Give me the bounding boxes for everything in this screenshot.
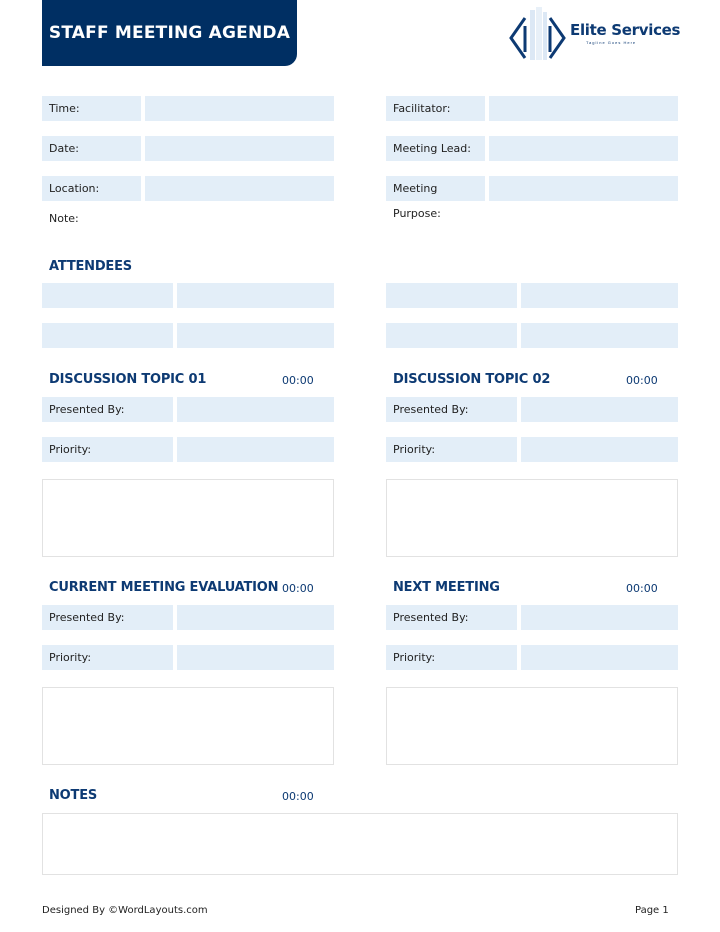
attendee-cell[interactable] bbox=[177, 283, 334, 308]
priority-input[interactable] bbox=[177, 437, 334, 462]
attendee-cell[interactable] bbox=[42, 283, 173, 308]
presented-by-label: Presented By: bbox=[386, 605, 517, 630]
priority-label: Priority: bbox=[386, 437, 517, 462]
attendee-cell[interactable] bbox=[177, 323, 334, 348]
time-input[interactable] bbox=[145, 96, 334, 121]
attendees-heading: ATTENDEES bbox=[49, 259, 132, 274]
attendee-cell[interactable] bbox=[521, 283, 678, 308]
current-meeting-evaluation-notes[interactable] bbox=[42, 687, 334, 765]
notes-textbox[interactable] bbox=[42, 813, 678, 875]
logo-tagline: Tagline Goes Here bbox=[586, 40, 637, 45]
page-title: STAFF MEETING AGENDA bbox=[48, 23, 291, 43]
diamond-building-logo-icon bbox=[508, 6, 568, 62]
meeting-purpose-label: Meeting Purpose: bbox=[386, 176, 485, 201]
logo-company-name: Elite Services bbox=[570, 21, 681, 39]
presented-by-label: Presented By: bbox=[386, 397, 517, 422]
date-label: Date: bbox=[42, 136, 141, 161]
presented-by-input[interactable] bbox=[177, 605, 334, 630]
meeting-purpose-input[interactable] bbox=[489, 176, 678, 201]
current-meeting-evaluation-heading: CURRENT MEETING EVALUATION bbox=[49, 580, 279, 595]
presented-by-input[interactable] bbox=[177, 397, 334, 422]
footer-credit: Designed By ©WordLayouts.com bbox=[42, 905, 208, 916]
notes-time: 00:00 bbox=[282, 790, 314, 803]
attendee-cell[interactable] bbox=[386, 283, 517, 308]
attendee-cell[interactable] bbox=[42, 323, 173, 348]
priority-label: Priority: bbox=[386, 645, 517, 670]
next-meeting-heading: NEXT MEETING bbox=[393, 580, 500, 595]
presented-by-label: Presented By: bbox=[42, 397, 173, 422]
date-input[interactable] bbox=[145, 136, 334, 161]
facilitator-input[interactable] bbox=[489, 96, 678, 121]
notes-heading: NOTES bbox=[49, 788, 98, 803]
presented-by-label: Presented By: bbox=[42, 605, 173, 630]
title-banner bbox=[42, 0, 297, 66]
discussion-topic-02-time: 00:00 bbox=[626, 374, 658, 387]
meeting-lead-input[interactable] bbox=[489, 136, 678, 161]
priority-input[interactable] bbox=[521, 645, 678, 670]
attendee-cell[interactable] bbox=[386, 323, 517, 348]
time-label: Time: bbox=[42, 96, 141, 121]
discussion-topic-02-notes[interactable] bbox=[386, 479, 678, 557]
priority-input[interactable] bbox=[177, 645, 334, 670]
next-meeting-notes[interactable] bbox=[386, 687, 678, 765]
priority-label: Priority: bbox=[42, 645, 173, 670]
facilitator-label: Facilitator: bbox=[386, 96, 485, 121]
location-label: Location: bbox=[42, 176, 141, 201]
presented-by-input[interactable] bbox=[521, 605, 678, 630]
priority-label: Priority: bbox=[42, 437, 173, 462]
next-meeting-time: 00:00 bbox=[626, 582, 658, 595]
priority-input[interactable] bbox=[521, 437, 678, 462]
attendee-cell[interactable] bbox=[521, 323, 678, 348]
discussion-topic-02-heading: DISCUSSION TOPIC 02 bbox=[393, 372, 551, 387]
current-meeting-evaluation-time: 00:00 bbox=[282, 582, 314, 595]
presented-by-input[interactable] bbox=[521, 397, 678, 422]
discussion-topic-01-notes[interactable] bbox=[42, 479, 334, 557]
company-logo bbox=[508, 6, 681, 62]
discussion-topic-01-time: 00:00 bbox=[282, 374, 314, 387]
location-input[interactable] bbox=[145, 176, 334, 201]
meeting-lead-label: Meeting Lead: bbox=[386, 136, 485, 161]
page-number: Page 1 bbox=[635, 905, 669, 916]
note-label: Note: bbox=[49, 212, 79, 225]
discussion-topic-01-heading: DISCUSSION TOPIC 01 bbox=[49, 372, 207, 387]
